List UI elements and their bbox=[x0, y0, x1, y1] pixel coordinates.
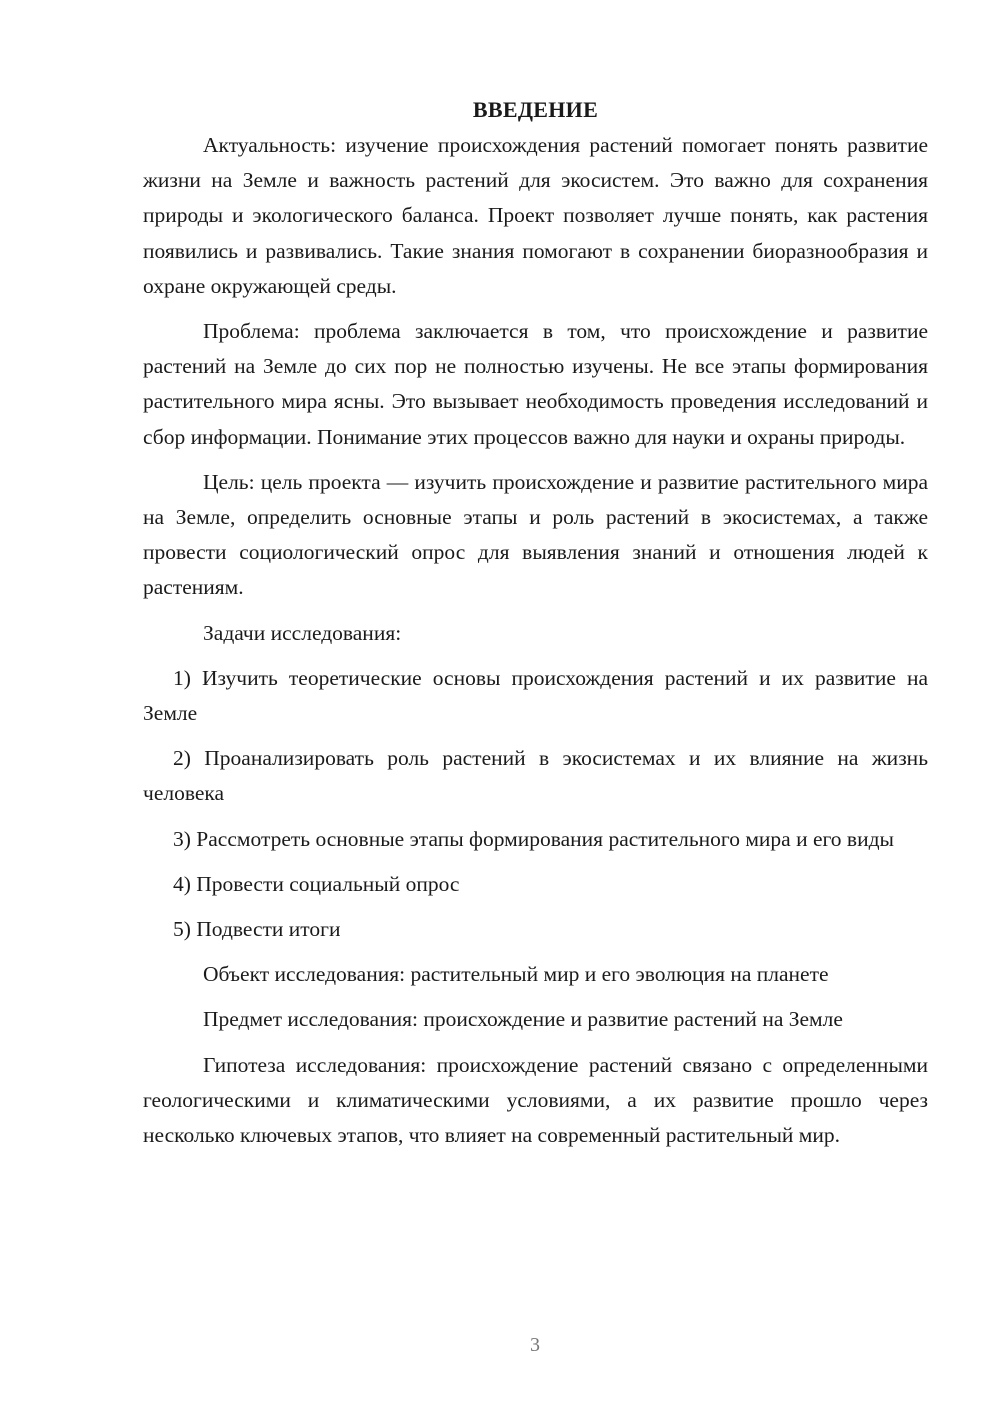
page-number: 3 bbox=[530, 1334, 540, 1356]
section-title: ВВЕДЕНИЕ bbox=[472, 97, 599, 122]
task-item-5: 5) Подвести итоги bbox=[173, 917, 341, 942]
paragraph-problem: Проблема: проблема заключается в том, что происхождение и развитие растений на Земле до сих пор не полностью изучены. Не все этапы формирования растительного мира ясны. Это вызывает необходимость проведения исследований и сбор информации. Понимание этих процессов важно для науки и охраны природы. bbox=[143, 319, 928, 449]
task-item-3: 3) Рассмотреть основные этапы формирования растительного мира и его виды bbox=[173, 826, 894, 851]
paragraph-hypothesis: Гипотеза исследования: происхождение растений связано с определенными геологическими и климатическими условиями, а их развитие прошло через несколько ключевых этапов, что влияет на современный растительный мир. bbox=[143, 1052, 928, 1148]
paragraph-object: Объект исследования: растительный мир и его эволюция на планете bbox=[203, 962, 829, 987]
task-item-4: 4) Провести социальный опрос bbox=[173, 871, 460, 896]
paragraph-subject: Предмет исследования: происхождение и развитие растений на Земле bbox=[203, 1007, 843, 1032]
task-item-1: 1) Изучить теоретические основы происхождения растений и их развитие на Земле bbox=[143, 665, 928, 726]
paragraph-goal: Цель: цель проекта — изучить происхождение и развитие растительного мира на Земле, определить основные этапы и роль растений в экосистемах, а также провести социологический опрос для выявления знаний и отношения людей к растениям. bbox=[143, 469, 928, 600]
document-page bbox=[143, 92, 928, 1153]
task-item-2: 2) Проанализировать роль растений в экосистемах и их влияние на жизнь человека bbox=[143, 746, 928, 806]
tasks-heading: Задачи исследования: bbox=[203, 620, 402, 645]
paragraph-relevance: Актуальность: изучение происхождения растений помогает понять развитие жизни на Земле и важность растений для экосистем. Это важно для сохранения природы и экологического баланса. Проект позволяет лучше понять, как растения появились и развивались. Такие знания помогают в сохранении биоразнообразия и охране окружающей среды. bbox=[143, 133, 928, 298]
